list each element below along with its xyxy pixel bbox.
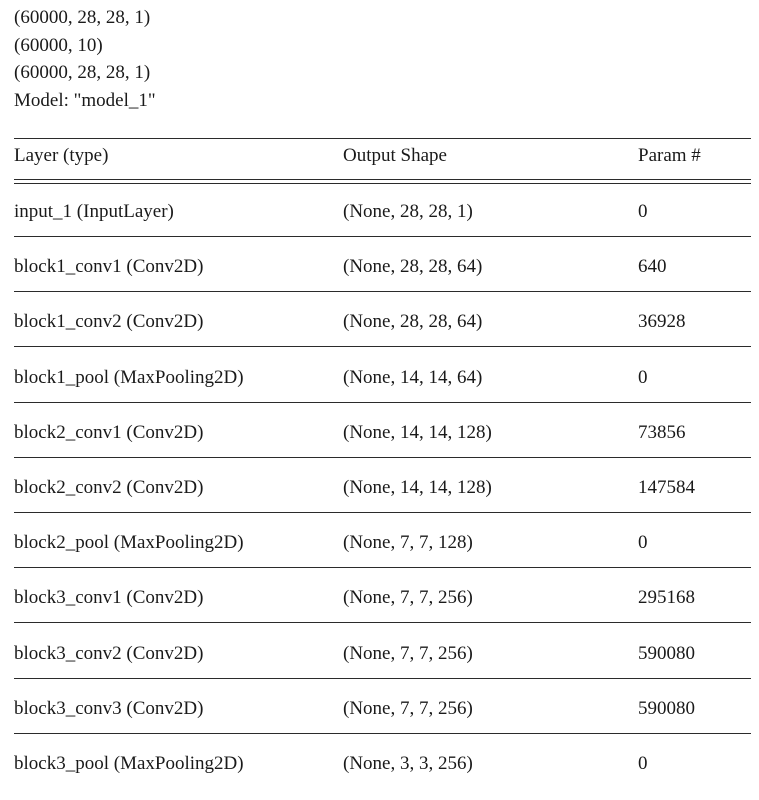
output-line: (60000, 28, 28, 1): [14, 62, 151, 84]
layer-name-cell: block2_conv2 (Conv2D): [14, 477, 204, 498]
header-param-count: Param #: [638, 145, 701, 166]
model-name-line: Model: "model_1": [14, 89, 156, 111]
header-layer-type: Layer (type): [14, 145, 109, 166]
param-count-cell: 0: [638, 532, 648, 554]
row-separator: [14, 236, 751, 237]
row-separator: [14, 622, 751, 623]
layer-name-cell: block1_conv2 (Conv2D): [14, 311, 204, 333]
output-shape-cell: (None, 7, 7, 256): [343, 697, 473, 719]
row-separator: [14, 346, 751, 347]
layer-name-cell: input_1 (InputLayer): [14, 201, 174, 222]
param-count-cell: 0: [638, 366, 648, 388]
layer-name-cell: block3_conv2 (Conv2D): [14, 642, 204, 664]
param-count-cell: 590080: [638, 642, 695, 664]
param-count-cell: 0: [638, 201, 648, 222]
layer-name-cell: block3_conv3 (Conv2D): [14, 697, 204, 719]
layer-name-cell: block2_conv1 (Conv2D): [14, 421, 204, 443]
row-separator: [14, 512, 751, 513]
layer-name-cell: block2_pool (MaxPooling2D): [14, 532, 244, 554]
param-count-cell: 0: [638, 753, 648, 774]
row-separator: [14, 733, 751, 734]
layer-name-cell: block3_pool (MaxPooling2D): [14, 753, 244, 774]
output-shape-cell: (None, 3, 3, 256): [343, 753, 473, 774]
console-output: [14, 4, 754, 114]
row-separator: [14, 457, 751, 458]
layer-name-cell: block3_conv1 (Conv2D): [14, 587, 204, 609]
param-count-cell: 640: [638, 256, 667, 278]
row-separator: [14, 567, 751, 568]
output-shape-cell: (None, 14, 14, 128): [343, 477, 492, 498]
output-shape-cell: (None, 28, 28, 1): [343, 201, 473, 222]
layer-name-cell: block1_conv1 (Conv2D): [14, 256, 204, 278]
row-separator: [14, 291, 751, 292]
row-separator: [14, 402, 751, 403]
output-shape-cell: (None, 7, 7, 128): [343, 532, 473, 554]
param-count-cell: 36928: [638, 311, 686, 333]
row-separator: [14, 678, 751, 679]
param-count-cell: 73856: [638, 421, 686, 443]
param-count-cell: 295168: [638, 587, 695, 609]
table-top-rule: [14, 138, 751, 139]
output-line: (60000, 28, 28, 1): [14, 7, 151, 28]
header-output-shape: Output Shape: [343, 145, 447, 166]
output-line: (60000, 10): [14, 34, 103, 56]
output-shape-cell: (None, 28, 28, 64): [343, 256, 483, 278]
header-double-rule: [14, 179, 751, 184]
output-shape-cell: (None, 14, 14, 64): [343, 366, 483, 388]
output-shape-cell: (None, 7, 7, 256): [343, 587, 473, 609]
output-shape-cell: (None, 14, 14, 128): [343, 421, 492, 443]
output-shape-cell: (None, 7, 7, 256): [343, 642, 473, 664]
param-count-cell: 590080: [638, 697, 695, 719]
output-shape-cell: (None, 28, 28, 64): [343, 311, 483, 333]
layer-name-cell: block1_pool (MaxPooling2D): [14, 366, 244, 388]
param-count-cell: 147584: [638, 477, 695, 498]
